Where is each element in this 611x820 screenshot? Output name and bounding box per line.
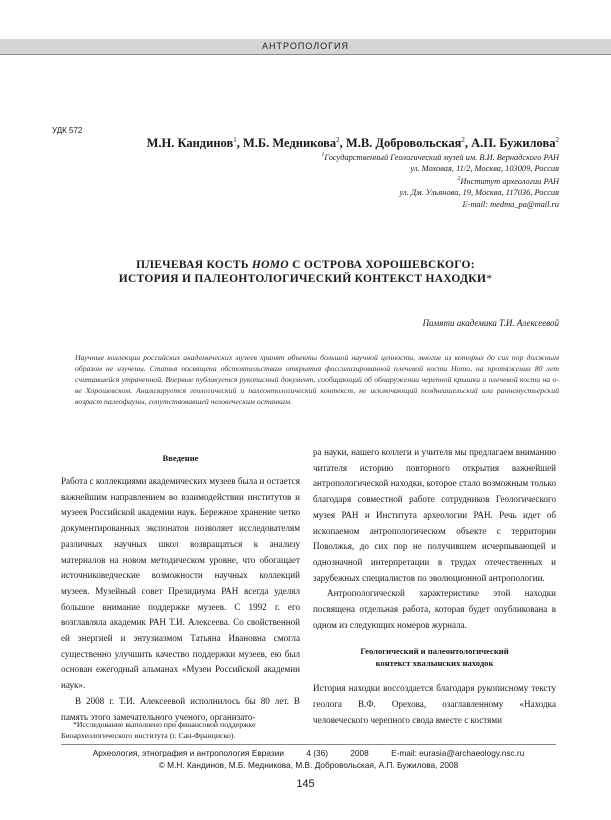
author-name: М.Н. Кандинов xyxy=(146,136,234,151)
paragraph: В 2008 г. Т.И. Алексеевой исполнилось бы 80 лет. В память этого замечательного ученого, организато- xyxy=(61,695,300,722)
header-divider xyxy=(0,54,611,55)
page-number: 145 xyxy=(296,778,315,790)
affiliation-text: Институт археологии РАН xyxy=(460,176,559,186)
title-part: С ОСТРОВА ХОРОШЕВСКОГО: xyxy=(288,259,475,271)
author-sep: , xyxy=(339,136,346,151)
footnote-mark[interactable]: * xyxy=(486,273,493,285)
author-name: М.Б. Медникова xyxy=(242,136,337,151)
affiliation-line xyxy=(400,188,559,197)
udk-code: УДК 572 xyxy=(52,126,83,135)
footer-divider xyxy=(61,744,556,745)
author-name: М.В. Добровольская xyxy=(345,136,462,151)
heading-line: контекст хвалынских находок xyxy=(375,658,494,669)
journal-name: Археология, этнография и антропология Евразии xyxy=(92,748,284,758)
section-heading-geology xyxy=(313,645,556,669)
journal-year: 2008 xyxy=(350,748,369,758)
affiliation-line xyxy=(321,152,559,162)
section-label: АНТРОПОЛОГИЯ xyxy=(262,41,349,51)
paragraph: ра науки, нашего коллеги и учителя мы предлагаем вниманию читателя историю повторного открытия важнейшей антропологической находки, которое стало возможным только благодаря совместной работе сотрудников Геологического музея РАН и Института археологии РАН. Речь идет об ископаемом антропологическом объекте с территории Поволжья, до сих пор не получившем исчерпывающей и однозначной интерпретации в трудах отечественных и зарубежных специалистов по эволюционной антропологии. xyxy=(313,447,556,583)
author-sup: 2 xyxy=(336,136,340,144)
author-name: А.П. Бужилова xyxy=(471,136,556,151)
abstract: Научные коллекции российских академических музеев хранят объекты большой научной ценности, многие из которых до сих пор должным образом не изучены. Статья посвящена обстоятельствам открытия фоссилизированной плечевой кости Homo, на протяжении 80 лет считавшейся утраченной. Впервые публикуется рукописный документ, сообщающий об обнаружении черепной крышки и плечевой кости на о-ве Хорошевском. Анализируется геологический и палеонтологический контекст, не исключающий позднеашельский или раннемустьерский возраст палеофауны, сопутствовавшей человеческим останкам. xyxy=(75,353,559,406)
title-genus: HOMO xyxy=(251,259,289,271)
author-sup: 1 xyxy=(233,136,237,144)
affiliation-email[interactable] xyxy=(462,200,559,209)
paragraph: Антропологической характеристике этой находки посвящена отдельная работа, которая будет опубликована в одном из следующих номеров журнала. xyxy=(313,588,556,630)
right-column xyxy=(313,445,556,729)
author-sep: , xyxy=(464,136,472,151)
title-part: ПЛЕЧЕВАЯ КОСТЬ xyxy=(136,259,252,271)
author-sep: , xyxy=(236,136,243,151)
dedication: Памяти академика Т.И. Алексеевой xyxy=(422,318,559,328)
paragraph: История находки воссоздается благодаря рукописному тексту геолога В.Ф. Орехова, озаглавленному «Находка человеческого черепного свода вместе с костями xyxy=(313,683,556,725)
article-title xyxy=(52,258,559,286)
affiliation-sup: 1 xyxy=(321,152,325,158)
author-sup: 2 xyxy=(461,136,465,144)
author-sup: 2 xyxy=(555,136,559,144)
title-line2: ИСТОРИЯ И ПАЛЕОНТОЛОГИЧЕСКИЙ КОНТЕКСТ НАХОДКИ xyxy=(118,273,487,285)
affiliation-line xyxy=(457,176,559,186)
affiliation-sup: 2 xyxy=(457,176,461,182)
affiliation-text: ул. Дм. Ульянова, 19, Москва, 117036, Россия xyxy=(399,188,559,197)
footnote xyxy=(61,719,300,741)
footnote-text: *Исследование выполнено при финансовой поддержке Биоархеологического института (г. Сан-Франциско). xyxy=(61,720,256,740)
affiliation-text: Государственный Геологический музей им. В.И. Вернадского РАН xyxy=(324,152,559,162)
heading-line: Геологический и палеонтологический xyxy=(360,646,509,657)
journal-email[interactable]: E-mail: eurasia@archaeology.nsc.ru xyxy=(391,748,525,758)
author-list xyxy=(147,136,559,151)
paragraph: Работа с коллекциями академических музеев была и остается важнейшим направлением во взаимодействии институтов и музеев Российской академии наук. Бережное хранение четко документированных экспонатов позволяет исследователям различных научных школ возвращаться к анализу материалов на новом методическом уровне, что обогащает источниковедческие возможности научных коллекций музеев. Музейный совет Президиума РАН всегда уделял большое внимание поддержке музеев. С 1992 г. его возглавляла академик РАН Т.И. Алексеева. Со свойственной ей энергией и энтузиазмом Татьяна Ивановна смогла существенно улучшить качество поддержки музеев, ею был основан ежегодный альманах «Музеи Российской академии наук». xyxy=(61,476,300,691)
left-column xyxy=(61,452,300,725)
journal-issue: 4 (36) xyxy=(306,748,328,758)
affiliation-text: E-mail: medma_pa@mail.ru xyxy=(462,200,559,209)
affiliation-text: ул. Моховая, 11/2, Москва, 103009, Россия xyxy=(410,164,559,173)
journal-footer xyxy=(61,748,556,758)
copyright: © М.Н. Кандинов, М.Б. Медникова, М.В. Добровольская, А.П. Бужилова, 2008 xyxy=(158,760,459,770)
section-heading-introduction: Введение xyxy=(162,453,199,463)
affiliation-line xyxy=(410,164,559,173)
